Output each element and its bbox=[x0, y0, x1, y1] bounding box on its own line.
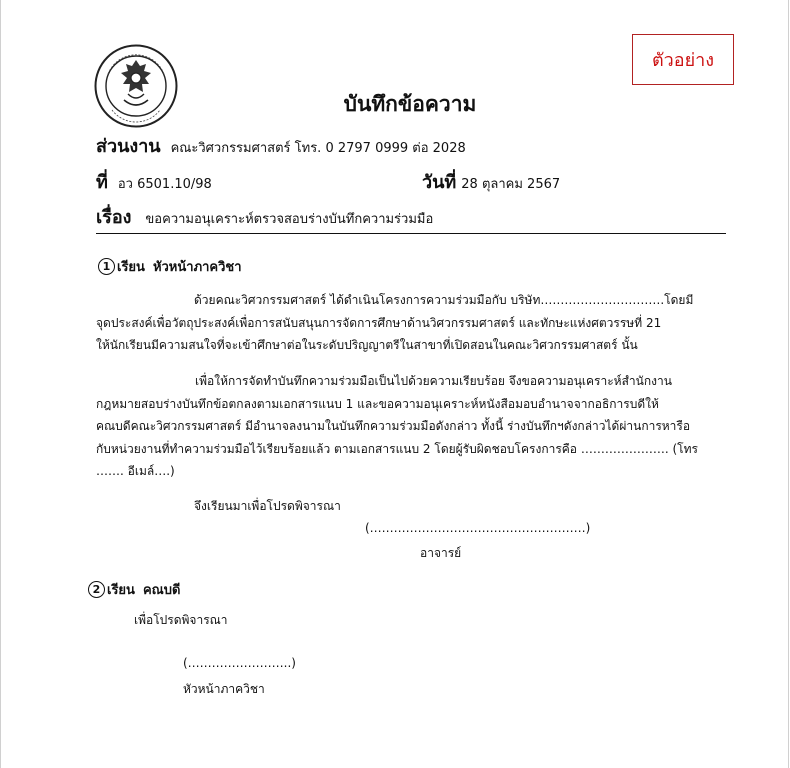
signature-1-name-line: (………………………………………………) bbox=[365, 521, 591, 535]
step-number-1: 1 bbox=[98, 258, 115, 275]
paragraph-1 bbox=[96, 289, 726, 357]
memo-title: บันทึกข้อความ bbox=[343, 92, 477, 116]
date-value: 28 ตุลาคม 2567 bbox=[461, 177, 561, 192]
subject-label: เรื่อง bbox=[96, 207, 132, 228]
addressee-2-value: คณบดี bbox=[142, 583, 181, 598]
paragraph-1-line: ด้วยคณะวิศวกรรมศาสตร์ ได้ดำเนินโครงการความร่วมมือกับ บริษัท………………………….โดยมี bbox=[194, 293, 694, 307]
paragraph-2 bbox=[96, 370, 726, 483]
date-label: วันที่ bbox=[422, 172, 457, 193]
date-row bbox=[422, 167, 560, 196]
reference-row bbox=[96, 167, 212, 196]
department-row bbox=[96, 131, 466, 160]
subject-row bbox=[96, 202, 433, 231]
paragraph-2-line: คณบดีคณะวิศวกรรมศาสตร์ มีอำนาจลงนามในบันทึกความร่วมมือดังกล่าว ทั้งนี้ ร่างบันทึกฯดังกล่าวได้ผ่านการหารือ bbox=[96, 419, 691, 433]
sample-stamp bbox=[632, 34, 734, 85]
paragraph-2-line: เพื่อให้การจัดทำบันทึกความร่วมมือเป็นไปด้วยความเรียบร้อย จึงขอความอนุเคราะห์สำนักงาน bbox=[195, 374, 672, 388]
step-number-2: 2 bbox=[88, 581, 105, 598]
reference-value: อว 6501.10/98 bbox=[117, 177, 212, 192]
department-label: ส่วนงาน bbox=[96, 136, 161, 157]
reference-label: ที่ bbox=[96, 172, 108, 193]
addressee-1-label: เรียน bbox=[117, 260, 145, 275]
paragraph-2-line: กฎหมายสอบร่างบันทึกข้อตกลงตามเอกสารแนบ 1 และขอความอนุเคราะห์หนังสือมอบอำนาจจากอธิการบดีให้ bbox=[96, 396, 659, 411]
paragraph-1-line: ให้นักเรียนมีความสนใจที่จะเข้าศึกษาต่อในระดับปริญญาตรีในสาขาที่เปิดสอนในคณะวิศวกรรมศาสตร์ นั้น bbox=[96, 338, 638, 352]
page-left-border bbox=[0, 0, 1, 768]
paragraph-2-line: กับหน่วยงานที่ทำความร่วมมือไว้เรียบร้อยแล้ว ตามเอกสารแนบ 2 โดยผู้รับผิดชอบโครงการคือ …………………. (โทร bbox=[96, 441, 698, 456]
subject-value: ขอความอนุเคราะห์ตรวจสอบร่างบันทึกความร่วมมือ bbox=[145, 212, 434, 227]
consider-text: เพื่อโปรดพิจารณา bbox=[134, 613, 228, 627]
addressee-2-label: เรียน bbox=[107, 583, 135, 598]
addressee-1 bbox=[98, 256, 242, 277]
addressee-1-value: หัวหน้าภาควิชา bbox=[152, 260, 242, 275]
department-value: คณะวิศวกรรมศาสตร์ โทร. 0 2797 0999 ต่อ 2028 bbox=[170, 141, 466, 156]
university-seal-logo bbox=[94, 44, 178, 128]
paragraph-2-line: ……. อีเมล์….) bbox=[96, 464, 175, 478]
page-right-border bbox=[788, 0, 789, 768]
addressee-2 bbox=[88, 579, 180, 600]
signature-2-name-line: (……………………..) bbox=[183, 656, 296, 670]
paragraph-1-line: จุดประสงค์เพื่อวัตถุประสงค์เพื่อการสนับสนุนการจัดการศึกษาด้านวิศวกรรมศาสตร์ และทักษะแห่งศตวรรษที่ 21 bbox=[96, 315, 662, 330]
header-divider bbox=[96, 233, 726, 234]
closing-text: จึงเรียนมาเพื่อโปรดพิจารณา bbox=[194, 499, 341, 513]
sample-stamp-text: ตัวอย่าง bbox=[651, 50, 715, 71]
signature-1-title: อาจารย์ bbox=[420, 546, 462, 560]
signature-2-title: หัวหน้าภาควิชา bbox=[183, 682, 265, 696]
